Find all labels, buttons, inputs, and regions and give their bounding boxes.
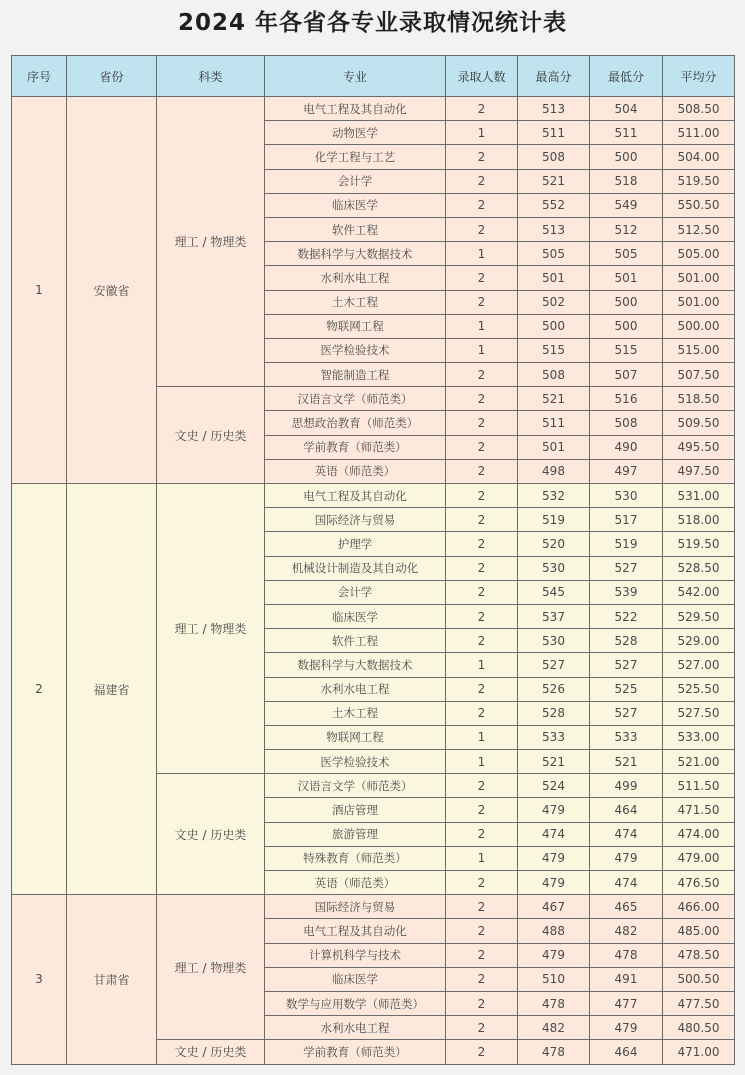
min-score-cell: 474 (590, 822, 663, 846)
avg-score-cell: 512.50 (663, 217, 735, 241)
min-score-cell: 527 (590, 701, 663, 725)
avg-score-cell: 478.50 (663, 943, 735, 967)
avg-score-cell: 511.50 (663, 774, 735, 798)
col-header-no: 序号 (12, 56, 67, 97)
min-score-cell: 500 (590, 290, 663, 314)
col-header-avg: 平均分 (663, 56, 735, 97)
avg-score-cell: 527.00 (663, 653, 735, 677)
avg-score-cell: 531.00 (663, 484, 735, 508)
count-cell: 1 (446, 846, 518, 870)
min-score-cell: 501 (590, 266, 663, 290)
min-score-cell: 499 (590, 774, 663, 798)
max-score-cell: 474 (518, 822, 590, 846)
avg-score-cell: 495.50 (663, 435, 735, 459)
max-score-cell: 513 (518, 217, 590, 241)
min-score-cell: 478 (590, 943, 663, 967)
major-cell: 酒店管理 (265, 798, 446, 822)
major-cell: 医学检验技术 (265, 338, 446, 362)
count-cell: 2 (446, 580, 518, 604)
major-cell: 英语（师范类） (265, 459, 446, 483)
min-score-cell: 511 (590, 121, 663, 145)
max-score-cell: 524 (518, 774, 590, 798)
avg-score-cell: 479.00 (663, 846, 735, 870)
min-score-cell: 497 (590, 459, 663, 483)
max-score-cell: 528 (518, 701, 590, 725)
count-cell: 2 (446, 169, 518, 193)
count-cell: 2 (446, 822, 518, 846)
category-cell: 理工 / 物理类 (157, 97, 265, 387)
avg-score-cell: 519.50 (663, 169, 735, 193)
max-score-cell: 501 (518, 435, 590, 459)
min-score-cell: 508 (590, 411, 663, 435)
max-score-cell: 500 (518, 314, 590, 338)
avg-score-cell: 474.00 (663, 822, 735, 846)
avg-score-cell: 519.50 (663, 532, 735, 556)
min-score-cell: 519 (590, 532, 663, 556)
count-cell: 2 (446, 774, 518, 798)
count-cell: 2 (446, 967, 518, 991)
count-cell: 1 (446, 242, 518, 266)
max-score-cell: 479 (518, 846, 590, 870)
count-cell: 2 (446, 1040, 518, 1064)
count-cell: 2 (446, 677, 518, 701)
min-score-cell: 500 (590, 145, 663, 169)
major-cell: 水利水电工程 (265, 1016, 446, 1040)
major-cell: 临床医学 (265, 967, 446, 991)
max-score-cell: 498 (518, 459, 590, 483)
avg-score-cell: 550.50 (663, 193, 735, 217)
count-cell: 2 (446, 97, 518, 121)
avg-score-cell: 501.00 (663, 266, 735, 290)
province-no-cell: 2 (12, 484, 67, 895)
max-score-cell: 537 (518, 604, 590, 628)
max-score-cell: 519 (518, 508, 590, 532)
max-score-cell: 527 (518, 653, 590, 677)
max-score-cell: 479 (518, 943, 590, 967)
major-cell: 数据科学与大数据技术 (265, 242, 446, 266)
province-name-cell: 甘肃省 (67, 895, 157, 1064)
min-score-cell: 477 (590, 991, 663, 1015)
max-score-cell: 552 (518, 193, 590, 217)
province-name-cell: 福建省 (67, 484, 157, 895)
major-cell: 英语（师范类） (265, 871, 446, 895)
min-score-cell: 504 (590, 97, 663, 121)
min-score-cell: 527 (590, 653, 663, 677)
count-cell: 1 (446, 725, 518, 749)
avg-score-cell: 504.00 (663, 145, 735, 169)
major-cell: 软件工程 (265, 217, 446, 241)
major-cell: 旅游管理 (265, 822, 446, 846)
min-score-cell: 530 (590, 484, 663, 508)
table-body (12, 97, 735, 1065)
category-cell: 理工 / 物理类 (157, 895, 265, 1040)
count-cell: 1 (446, 750, 518, 774)
avg-score-cell: 518.50 (663, 387, 735, 411)
max-score-cell: 467 (518, 895, 590, 919)
major-cell: 软件工程 (265, 629, 446, 653)
avg-score-cell: 501.00 (663, 290, 735, 314)
category-cell: 理工 / 物理类 (157, 484, 265, 774)
page-title: 2024 年各省各专业录取情况统计表 (177, 10, 568, 36)
table-row (12, 97, 735, 121)
min-score-cell: 517 (590, 508, 663, 532)
max-score-cell: 533 (518, 725, 590, 749)
avg-score-cell: 518.00 (663, 508, 735, 532)
major-cell: 学前教育（师范类） (265, 1040, 446, 1064)
min-score-cell: 549 (590, 193, 663, 217)
max-score-cell: 479 (518, 798, 590, 822)
max-score-cell: 515 (518, 338, 590, 362)
max-score-cell: 513 (518, 97, 590, 121)
min-score-cell: 527 (590, 556, 663, 580)
count-cell: 2 (446, 871, 518, 895)
avg-score-cell: 477.50 (663, 991, 735, 1015)
category-cell: 文史 / 历史类 (157, 774, 265, 895)
min-score-cell: 500 (590, 314, 663, 338)
count-cell: 2 (446, 363, 518, 387)
count-cell: 2 (446, 798, 518, 822)
major-cell: 临床医学 (265, 193, 446, 217)
major-cell: 电气工程及其自动化 (265, 484, 446, 508)
min-score-cell: 507 (590, 363, 663, 387)
min-score-cell: 512 (590, 217, 663, 241)
avg-score-cell: 466.00 (663, 895, 735, 919)
min-score-cell: 516 (590, 387, 663, 411)
min-score-cell: 525 (590, 677, 663, 701)
count-cell: 2 (446, 459, 518, 483)
count-cell: 2 (446, 1016, 518, 1040)
min-score-cell: 465 (590, 895, 663, 919)
avg-score-cell: 529.50 (663, 604, 735, 628)
major-cell: 会计学 (265, 169, 446, 193)
max-score-cell: 510 (518, 967, 590, 991)
max-score-cell: 530 (518, 629, 590, 653)
avg-score-cell: 500.50 (663, 967, 735, 991)
count-cell: 2 (446, 217, 518, 241)
min-score-cell: 479 (590, 846, 663, 870)
avg-score-cell: 480.50 (663, 1016, 735, 1040)
min-score-cell: 479 (590, 1016, 663, 1040)
min-score-cell: 491 (590, 967, 663, 991)
province-no-cell: 1 (12, 97, 67, 484)
count-cell: 2 (446, 145, 518, 169)
avg-score-cell: 521.00 (663, 750, 735, 774)
avg-score-cell: 471.00 (663, 1040, 735, 1064)
count-cell: 2 (446, 435, 518, 459)
major-cell: 物联网工程 (265, 725, 446, 749)
avg-score-cell: 511.00 (663, 121, 735, 145)
min-score-cell: 464 (590, 1040, 663, 1064)
major-cell: 特殊教育（师范类） (265, 846, 446, 870)
max-score-cell: 511 (518, 411, 590, 435)
max-score-cell: 521 (518, 169, 590, 193)
major-cell: 会计学 (265, 580, 446, 604)
min-score-cell: 515 (590, 338, 663, 362)
table-row (12, 484, 735, 508)
major-cell: 汉语言文学（师范类） (265, 387, 446, 411)
count-cell: 2 (446, 411, 518, 435)
min-score-cell: 533 (590, 725, 663, 749)
count-cell: 2 (446, 991, 518, 1015)
header-row (12, 56, 735, 97)
major-cell: 动物医学 (265, 121, 446, 145)
max-score-cell: 482 (518, 1016, 590, 1040)
count-cell: 2 (446, 629, 518, 653)
count-cell: 2 (446, 604, 518, 628)
max-score-cell: 508 (518, 363, 590, 387)
count-cell: 2 (446, 484, 518, 508)
max-score-cell: 532 (518, 484, 590, 508)
max-score-cell: 545 (518, 580, 590, 604)
col-header-category: 科类 (157, 56, 265, 97)
avg-score-cell: 508.50 (663, 97, 735, 121)
count-cell: 2 (446, 943, 518, 967)
major-cell: 临床医学 (265, 604, 446, 628)
count-cell: 1 (446, 653, 518, 677)
major-cell: 医学检验技术 (265, 750, 446, 774)
major-cell: 护理学 (265, 532, 446, 556)
min-score-cell: 539 (590, 580, 663, 604)
min-score-cell: 482 (590, 919, 663, 943)
count-cell: 2 (446, 387, 518, 411)
major-cell: 计算机科学与技术 (265, 943, 446, 967)
avg-score-cell: 527.50 (663, 701, 735, 725)
min-score-cell: 522 (590, 604, 663, 628)
major-cell: 物联网工程 (265, 314, 446, 338)
avg-score-cell: 533.00 (663, 725, 735, 749)
max-score-cell: 520 (518, 532, 590, 556)
count-cell: 2 (446, 556, 518, 580)
major-cell: 国际经济与贸易 (265, 508, 446, 532)
count-cell: 2 (446, 508, 518, 532)
avg-score-cell: 509.50 (663, 411, 735, 435)
major-cell: 土木工程 (265, 290, 446, 314)
min-score-cell: 528 (590, 629, 663, 653)
count-cell: 1 (446, 314, 518, 338)
major-cell: 智能制造工程 (265, 363, 446, 387)
min-score-cell: 518 (590, 169, 663, 193)
admission-table (11, 55, 735, 1065)
major-cell: 数据科学与大数据技术 (265, 653, 446, 677)
min-score-cell: 505 (590, 242, 663, 266)
count-cell: 1 (446, 338, 518, 362)
major-cell: 学前教育（师范类） (265, 435, 446, 459)
max-score-cell: 521 (518, 387, 590, 411)
avg-score-cell: 542.00 (663, 580, 735, 604)
count-cell: 2 (446, 193, 518, 217)
count-cell: 2 (446, 919, 518, 943)
min-score-cell: 474 (590, 871, 663, 895)
avg-score-cell: 525.50 (663, 677, 735, 701)
count-cell: 2 (446, 290, 518, 314)
max-score-cell: 505 (518, 242, 590, 266)
major-cell: 汉语言文学（师范类） (265, 774, 446, 798)
category-cell: 文史 / 历史类 (157, 1040, 265, 1064)
max-score-cell: 521 (518, 750, 590, 774)
category-cell: 文史 / 历史类 (157, 387, 265, 484)
col-header-count: 录取人数 (446, 56, 518, 97)
major-cell: 水利水电工程 (265, 677, 446, 701)
max-score-cell: 479 (518, 871, 590, 895)
avg-score-cell: 476.50 (663, 871, 735, 895)
min-score-cell: 490 (590, 435, 663, 459)
max-score-cell: 478 (518, 991, 590, 1015)
avg-score-cell: 507.50 (663, 363, 735, 387)
avg-score-cell: 515.00 (663, 338, 735, 362)
major-cell: 电气工程及其自动化 (265, 97, 446, 121)
min-score-cell: 464 (590, 798, 663, 822)
max-score-cell: 501 (518, 266, 590, 290)
table-row (12, 895, 735, 919)
province-no-cell: 3 (12, 895, 67, 1064)
max-score-cell: 488 (518, 919, 590, 943)
avg-score-cell: 528.50 (663, 556, 735, 580)
max-score-cell: 478 (518, 1040, 590, 1064)
max-score-cell: 530 (518, 556, 590, 580)
major-cell: 电气工程及其自动化 (265, 919, 446, 943)
avg-score-cell: 485.00 (663, 919, 735, 943)
min-score-cell: 521 (590, 750, 663, 774)
count-cell: 2 (446, 266, 518, 290)
major-cell: 思想政治教育（师范类） (265, 411, 446, 435)
avg-score-cell: 529.00 (663, 629, 735, 653)
avg-score-cell: 505.00 (663, 242, 735, 266)
avg-score-cell: 497.50 (663, 459, 735, 483)
col-header-major: 专业 (265, 56, 446, 97)
major-cell: 化学工程与工艺 (265, 145, 446, 169)
max-score-cell: 526 (518, 677, 590, 701)
count-cell: 2 (446, 701, 518, 725)
major-cell: 国际经济与贸易 (265, 895, 446, 919)
major-cell: 土木工程 (265, 701, 446, 725)
max-score-cell: 508 (518, 145, 590, 169)
major-cell: 数学与应用数学（师范类） (265, 991, 446, 1015)
major-cell: 机械设计制造及其自动化 (265, 556, 446, 580)
max-score-cell: 502 (518, 290, 590, 314)
col-header-min: 最低分 (590, 56, 663, 97)
count-cell: 2 (446, 895, 518, 919)
major-cell: 水利水电工程 (265, 266, 446, 290)
avg-score-cell: 471.50 (663, 798, 735, 822)
count-cell: 1 (446, 121, 518, 145)
max-score-cell: 511 (518, 121, 590, 145)
avg-score-cell: 500.00 (663, 314, 735, 338)
col-header-province: 省份 (67, 56, 157, 97)
province-name-cell: 安徽省 (67, 97, 157, 484)
count-cell: 2 (446, 532, 518, 556)
col-header-max: 最高分 (518, 56, 590, 97)
